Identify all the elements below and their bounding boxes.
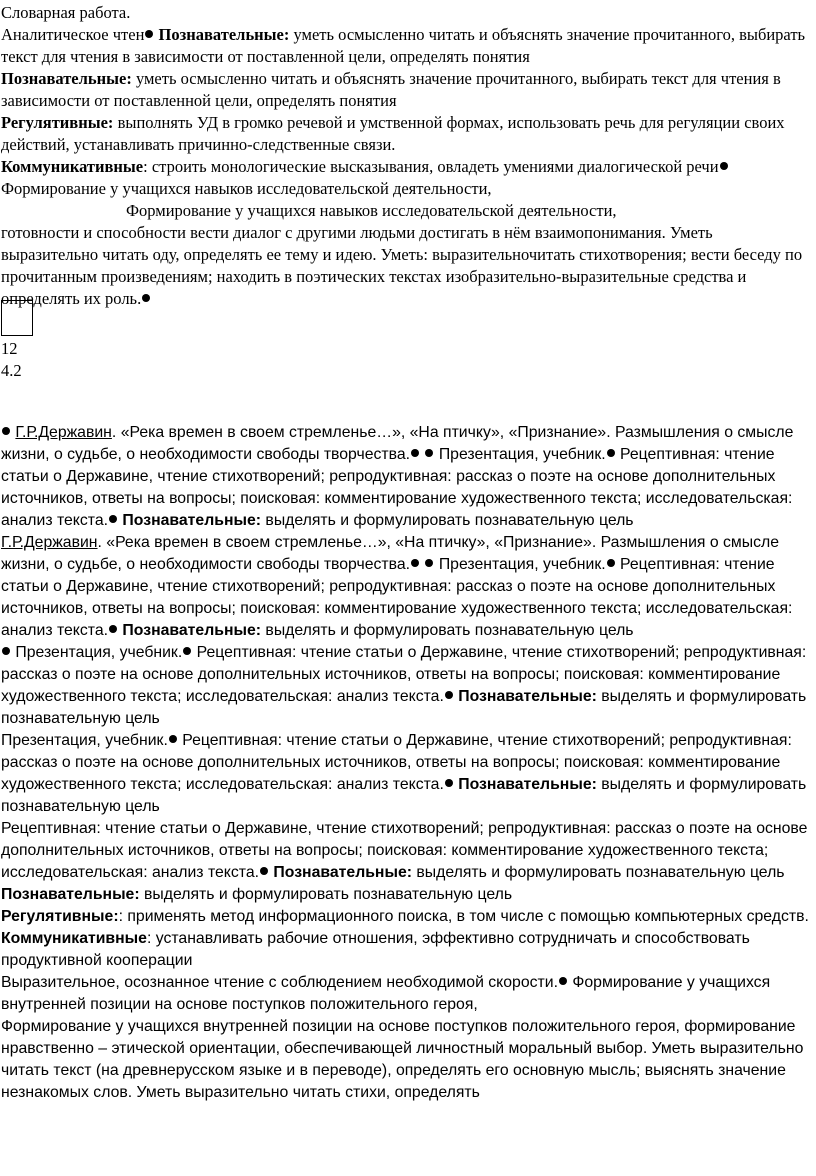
presentation-text-3: Презентация, учебник. xyxy=(15,644,183,661)
works-text-2: . «Река времен в своем стремленье…», «На птичку», «Признание». Размышления о смысле жизни, о судьбе, о необходимости свободы творчества. xyxy=(1,534,780,573)
lesson-section xyxy=(1,422,813,1104)
presentation-text: Презентация, xyxy=(438,446,539,463)
bullet-icon xyxy=(145,30,153,38)
cognitive-label-7: Познавательные: xyxy=(273,864,413,881)
methods-text-2: Рецептивная: чтение статьи о Державине, чтение стихотворений; репродуктивная: рассказ о поэте на основе дополнительных источников, ответы на вопросы; поисковая: комментирование художественного текста; исследовательская: анализ текста. xyxy=(1,556,793,639)
regulative-text-1: выполнять УД в громко речевой и умственной формах, использовать речь для регуляции своих действий, устанавливать причинно-следственные связи. xyxy=(1,113,785,154)
bullet-icon xyxy=(183,647,191,655)
cognitive-goal-text-2: выделять и формулировать познавательную цель xyxy=(265,622,634,639)
bullet-icon xyxy=(720,162,728,170)
regulative-label: Регулятивные: xyxy=(1,113,114,132)
cognitive-goal-line xyxy=(1,884,813,906)
author-link[interactable]: Г.Р.Державин xyxy=(15,424,112,441)
cognitive-goal-text-4: выделять и формулировать познавательную цель xyxy=(1,776,807,815)
lesson-paragraph-3 xyxy=(1,642,813,730)
regulative-text-2: : применять метод информационного поиска, в том числе с помощью компьютерных средств. xyxy=(118,908,809,925)
methods-text: Рецептивная: чтение статьи о Державине, чтение стихотворений; репродуктивная: рассказ о поэте на основе дополнительных источников, ответы на вопросы; поисковая: комментирование художественного текста; исследовательская: анализ текста. xyxy=(1,446,793,529)
bullet-icon xyxy=(109,625,117,633)
bullet-icon xyxy=(425,559,433,567)
cognitive-paragraph xyxy=(1,68,813,112)
methods-text-4: Рецептивная: чтение статьи о Державине, чтение стихотворений; репродуктивная: рассказ о поэте на основе дополнительных источников, ответы на вопросы; поисковая: комментирование художественного текста; исследовательская: анализ текста. xyxy=(1,732,792,793)
bullet-icon xyxy=(411,559,419,567)
research-line: Формирование у учащихся навыков исследовательской деятельности, xyxy=(126,201,617,220)
lesson-paragraph-1 xyxy=(1,422,813,532)
bullet-icon xyxy=(2,647,10,655)
cognitive-label-8: Познавательные: xyxy=(1,886,140,903)
bullet-icon xyxy=(109,515,117,523)
title-line: Словарная работа. xyxy=(1,3,131,22)
bullet-icon xyxy=(607,449,615,457)
presentation-text-4: Презентация, учебник. xyxy=(1,732,168,749)
textbook-text-2: учебник. xyxy=(543,556,606,573)
bullet-icon xyxy=(411,449,419,457)
regulative-paragraph-2 xyxy=(1,906,813,928)
expressive-text: Выразительное, осознанное чтение с соблюдением необходимой скорости. xyxy=(1,974,558,991)
methods-text-5: Рецептивная: чтение статьи о Державине, чтение стихотворений; репродуктивная: рассказ о поэте на основе дополнительных источников, ответы на вопросы; поисковая: комментирование художественного текста; исследовательская: анализ текста. xyxy=(1,820,808,881)
bullet-icon xyxy=(2,427,10,435)
cognitive-label-4: Познавательные: xyxy=(122,622,262,639)
cognitive-label-5: Познавательные: xyxy=(458,688,597,705)
works-text: . «Река времен в своем стремленье…», «На птичку», «Признание». Размышления о смысле жизни, о судьбе, о необходимости свободы творчества. xyxy=(1,424,794,463)
analytic-reading-text: Аналитическое чтен xyxy=(1,25,145,44)
communicative-paragraph xyxy=(1,156,813,200)
cognitive-label: Познавательные: xyxy=(158,25,290,44)
lesson-number: 4.2 xyxy=(1,361,22,380)
research-text-1: Формирование у учащихся навыков исследовательской деятельности, xyxy=(1,179,492,198)
formation-text-1: Формирование у учащихся внутренней позиции на основе поступков положительного героя, xyxy=(1,974,771,1013)
bullet-icon xyxy=(169,735,177,743)
communicative-label: Коммуникативные xyxy=(1,157,144,176)
bullet-icon xyxy=(142,294,150,302)
expressive-paragraph xyxy=(1,972,813,1016)
communicative-label-2: Коммуникативные xyxy=(1,930,147,947)
formation-paragraph xyxy=(1,1016,813,1104)
presentation-text-2: Презентация, xyxy=(438,556,539,573)
textbook-text: учебник. xyxy=(543,446,606,463)
intro-section xyxy=(1,2,813,310)
communicative-text-2: : устанавливать рабочие отношения, эффективно сотрудничать и способствовать продуктивной кооперации xyxy=(1,930,750,969)
cognitive-text-2: уметь осмысленно читать и объяснять значение прочитанного, выбирать текст для чтения в зависимости от поставленной цели, определять понятия xyxy=(1,69,781,110)
empty-box xyxy=(1,300,33,336)
cognitive-label-3: Познавательные: xyxy=(122,512,262,529)
hours-number: 12 xyxy=(1,339,18,358)
lesson-paragraph-5 xyxy=(1,818,813,884)
cognitive-goal-text-6: выделять и формулировать познавательную цель xyxy=(144,886,513,903)
bullet-icon xyxy=(559,977,567,985)
communicative-paragraph-2 xyxy=(1,928,813,972)
bullet-icon xyxy=(445,691,453,699)
regulative-paragraph xyxy=(1,112,813,156)
cognitive-label-2: Познавательные: xyxy=(1,69,132,88)
cognitive-goal-text-3: выделять и формулировать познавательную цель xyxy=(1,688,807,727)
dialog-paragraph xyxy=(1,222,813,310)
analytic-paragraph xyxy=(1,24,813,68)
formation-text-2: Формирование у учащихся внутренней позиции на основе поступков положительного героя, формирование нравственно – этической ориентации, обеспечивающей личностный моральный выбор. Уметь выразительно читать текст (на древнерусском языке и в переводе), определять его основную мысль; выяснять значение незнакомых слов. Уметь выразительно читать стихи, определять xyxy=(1,1018,804,1101)
dialog-text: готовности и способности вести диалог с другими людьми достигать в нём взаимопонимания. Уметь выразительно читать оду, определять ее тему и идею. Уметь: выразительночитать стихотворения; вести беседу по прочитанным произведениям; находить в поэтических текстах изобразительно-выразительные средства и определять их роль. xyxy=(1,223,803,308)
lesson-paragraph-2 xyxy=(1,532,813,642)
regulative-label-2: Регулятивные: xyxy=(1,908,119,925)
bullet-icon xyxy=(445,779,453,787)
cognitive-label-6: Познавательные: xyxy=(458,776,597,793)
cognitive-goal-text: выделять и формулировать познавательную цель xyxy=(265,512,634,529)
lesson-paragraph-4 xyxy=(1,730,813,818)
author-link-2[interactable]: Г.Р.Державин xyxy=(1,534,98,551)
methods-text-3: Рецептивная: чтение статьи о Державине, чтение стихотворений; репродуктивная: рассказ о поэте на основе дополнительных источников, ответы на вопросы; поисковая: комментирование художественного текста; исследовательская: анализ текста. xyxy=(1,644,807,705)
communicative-text-1: : строить монологические высказывания, овладеть умениями диалогической речи xyxy=(143,157,719,176)
bullet-icon xyxy=(425,449,433,457)
cognitive-goal-text-5: выделять и формулировать познавательную цель xyxy=(416,864,785,881)
cognitive-text-1: уметь осмысленно читать и объяснять значение прочитанного, выбирать текст для чтения в зависимости от поставленной цели, определять понятия xyxy=(1,25,806,66)
bullet-icon xyxy=(260,867,268,875)
bullet-icon xyxy=(607,559,615,567)
